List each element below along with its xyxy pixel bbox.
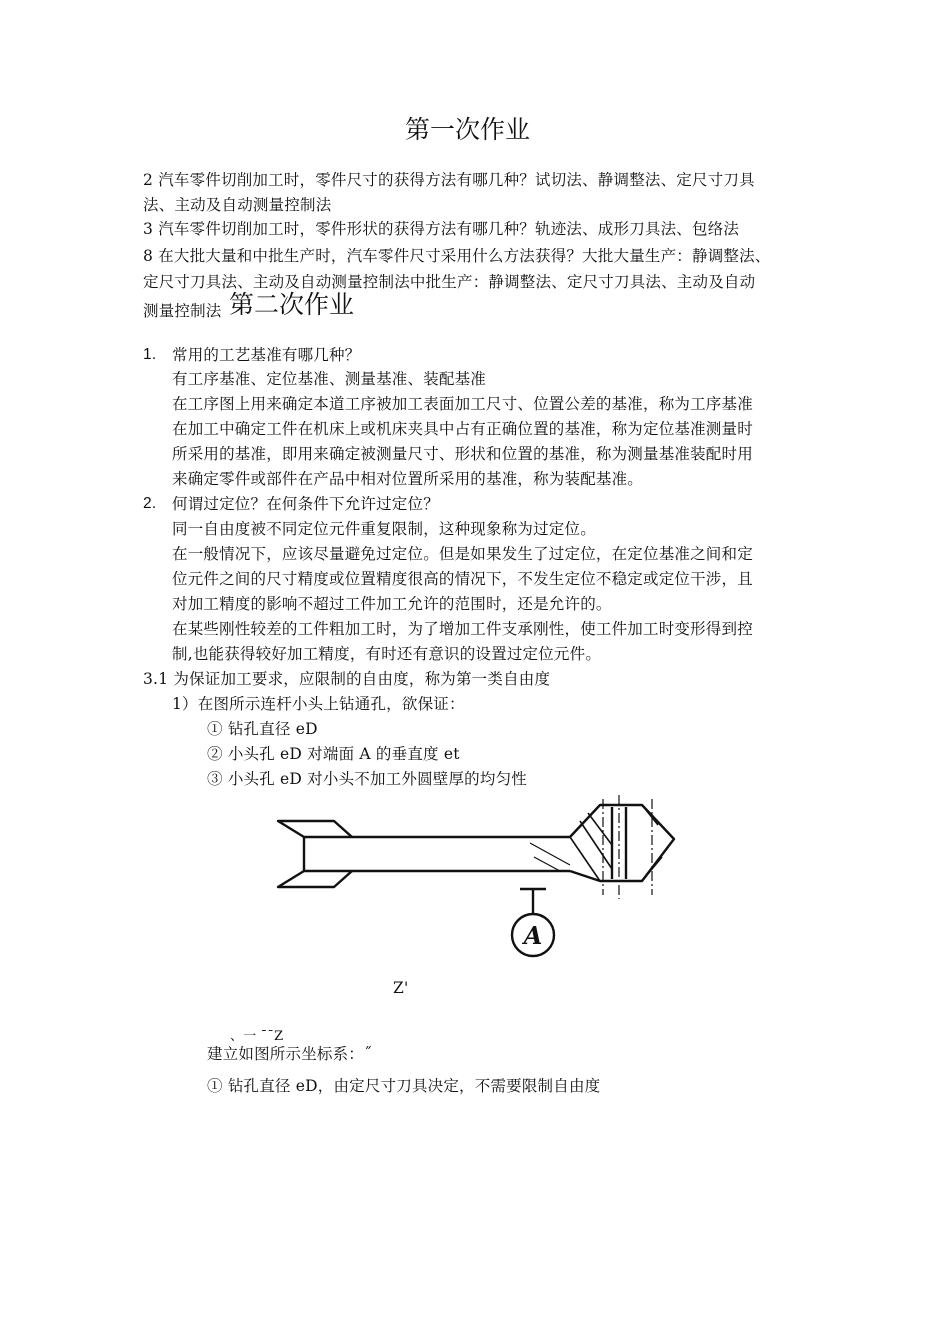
q8-line-2: 定尺寸刀具法、主动及自动测量控制法中批生产：静调整法、定尺寸刀具法、主动及自动 bbox=[143, 273, 756, 291]
item-1-answer-2-line-2: 在加工中确定工件在机床上或机床夹具中占有正确位置的基准，称为定位基准测量时 bbox=[172, 420, 753, 438]
item-1-answer-2-line-1: 在工序图上用来确定本道工序被加工表面加工尺寸、位置公差的基准，称为工序基准 bbox=[172, 395, 753, 413]
requirement-1: ① 钻孔直径 eD bbox=[207, 720, 318, 738]
item-1-answer-2-line-3: 所采用的基准，即用来确定被测量尺寸、形状和位置的基准，称为测量基准装配时用 bbox=[172, 445, 753, 463]
item-1-question: 常用的工艺基准有哪几种？ bbox=[172, 346, 361, 364]
item-2-answer-2-line-1: 在一般情况下，应该尽量避免过定位。但是如果发生了过定位，在定位基准之间和定 bbox=[172, 545, 753, 563]
q2-line-2: 法、主动及自动测量控制法 bbox=[143, 196, 332, 214]
z-axis-label: Z' bbox=[393, 979, 409, 997]
connecting-rod-figure bbox=[270, 795, 690, 970]
requirement-3: ③ 小头孔 eD 对小头不加工外圆壁厚的均匀性 bbox=[207, 770, 527, 788]
item-1-answer-1: 有工序基准、定位基准、测量基准、装配基准 bbox=[172, 370, 487, 388]
requirement-2: ② 小头孔 eD 对端面 A 的垂直度 et bbox=[207, 745, 460, 763]
q8-line-1: 8 在大批大量和中批生产时，汽车零件尺寸采用什么方法获得？大批大量生产：静调整法、 bbox=[143, 247, 771, 265]
q3-line: 3 汽车零件切削加工时，零件形状的获得方法有哪几种？轨迹法、成形刀具法、包络法 bbox=[143, 220, 740, 238]
item-2-answer-2-line-2: 位元件之间的尺寸精度或位置精度很高的情况下，不发生定位不稳定或定位干涉，且 bbox=[172, 570, 753, 588]
item-2-answer-3-line-2: 制,也能获得较好加工精度，有时还有意识的设置过定位元件。 bbox=[172, 645, 602, 663]
q8-line-3: 测量控制法 bbox=[143, 302, 222, 320]
item-1-number: 1. bbox=[143, 346, 157, 363]
page-title-2: 第二次作业 bbox=[229, 290, 355, 319]
item-1-answer-2-line-4: 来确定零件或部件在产品中相对位置所采用的基准，称为装配基准。 bbox=[172, 470, 644, 488]
item-2-answer-3-line-1: 在某些刚性较差的工件粗加工时，为了增加工件支承刚性，使工件加工时变形得到控 bbox=[172, 620, 753, 638]
item-2-answer-2-line-3: 对加工精度的影响不超过工件加工允许的范围时，还是允许的。 bbox=[172, 595, 612, 613]
item-2-question: 何谓过定位？在何条件下允许过定位？ bbox=[172, 495, 439, 513]
answer-1-line: ① 钻孔直径 eD，由定尺寸刀具决定，不需要限制自由度 bbox=[207, 1077, 601, 1095]
scan-artifact-text: 、一 ˉˉZ bbox=[230, 1029, 284, 1044]
q2-line-1: 2 汽车零件切削加工时，零件尺寸的获得方法有哪几种？试切法、静调整法、定尺寸刀具 bbox=[143, 171, 755, 189]
section-3-1: 3.1 为保证加工要求，应限制的自由度，称为第一类自由度 bbox=[143, 670, 551, 688]
item-2-number: 2. bbox=[143, 495, 157, 512]
item-2-answer-1: 同一自由度被不同定位元件重复限制，这种现象称为过定位。 bbox=[172, 520, 596, 538]
coordinate-system-line: 建立如图所示坐标系：˝ bbox=[207, 1045, 372, 1063]
page-title-1: 第一次作业 bbox=[405, 115, 531, 144]
sub-question-1: 1）在图所示连杆小头上钻通孔，欲保证： bbox=[172, 695, 465, 713]
datum-label: A bbox=[523, 921, 543, 950]
